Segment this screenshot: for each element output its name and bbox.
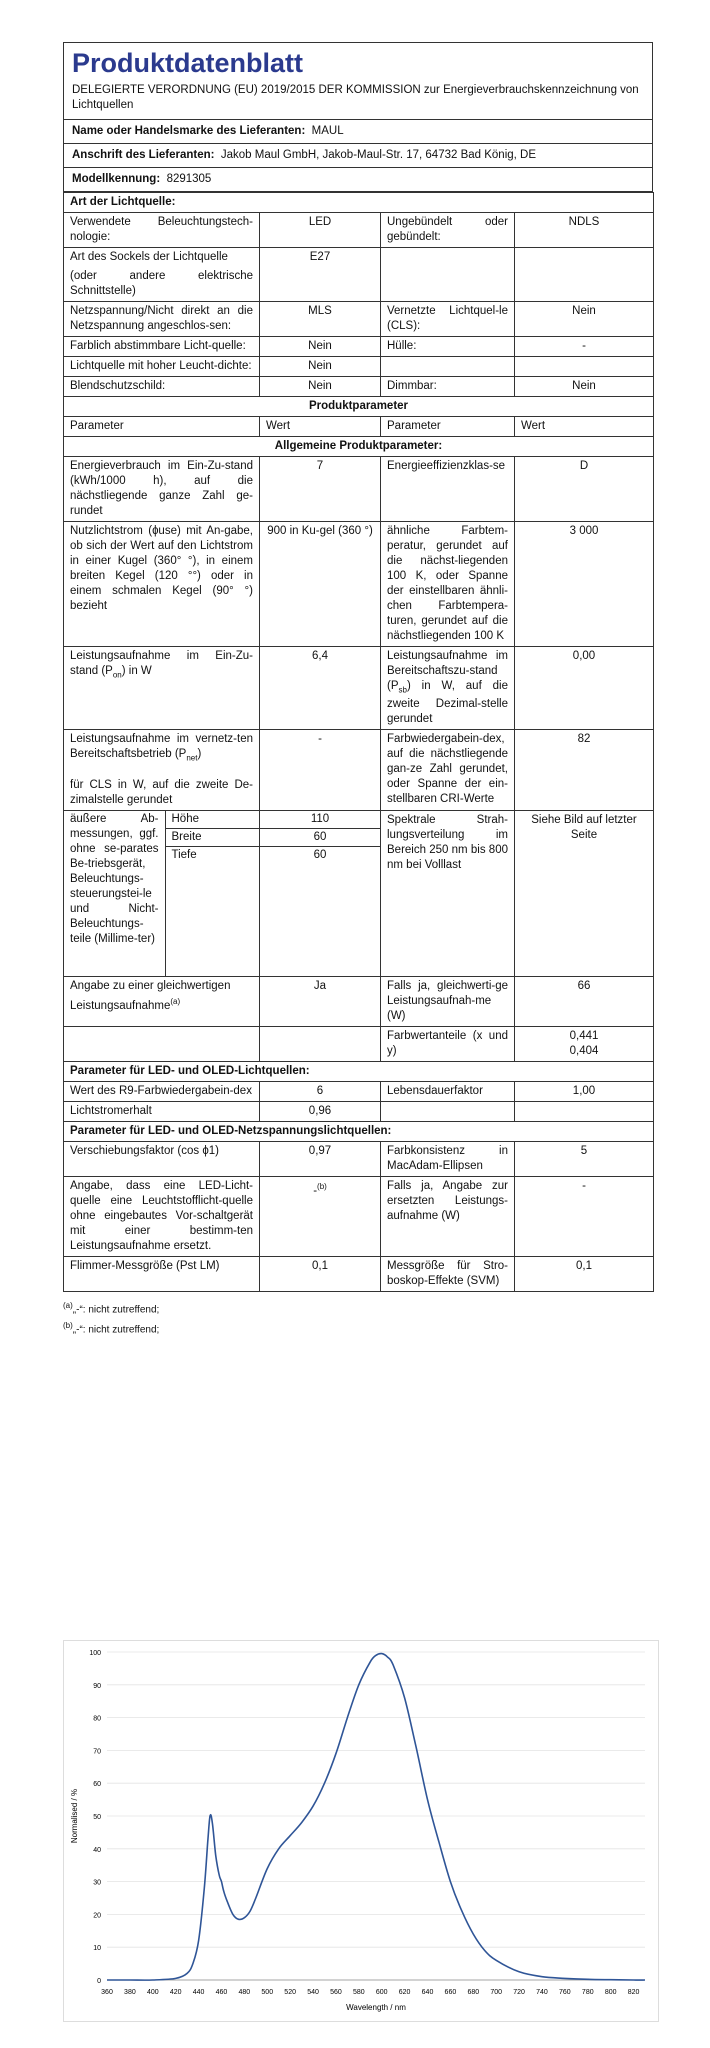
- pon-label: Leistungsaufnahme im Ein-Zu-stand $(P_{on})$ in W: [64, 647, 260, 730]
- y-tick-label: 40: [93, 1846, 101, 1854]
- table-row: [64, 1141, 654, 1176]
- regulation-subtitle: DELEGIERTE VERORDNUNG (EU) 2019/2015 DER KOMMISSION zur Energieverbrauchskennzeichnung von Lichtquellen: [72, 84, 639, 111]
- x-tick-label: 620: [398, 1989, 411, 1996]
- col-value: Wert: [260, 417, 381, 437]
- equiv-value: Ja: [260, 976, 381, 1026]
- tunable-value: Nein: [260, 337, 381, 357]
- flux-label: Nutzlichtstrom (ɸuse) mit An-gabe, ob sich der Wert auf den Lichtstrom in einer Kugel (360° °), in einem breiten Kegel (120 °°) oder in einem schmalen Kegel (90° °) bezieht: [64, 522, 260, 647]
- spd-value: Siehe Bild auf letzter Seite: [515, 810, 654, 976]
- x-tick-label: 360: [101, 1989, 113, 1996]
- x-tick-label: 380: [124, 1989, 136, 1996]
- cap-type-label: [64, 248, 260, 302]
- pnet-label: Leistungsaufnahme im vernetz-ten Bereitschaftsbetrieb $(P_{net})$ für CLS in W, auf die zweite De-zimalstelle gerundet: [64, 730, 260, 810]
- empty-cell: [515, 248, 654, 302]
- y-tick-label: 100: [89, 1650, 101, 1657]
- x-tick-label: 720: [513, 1989, 525, 1996]
- pnet-value: -: [260, 730, 381, 810]
- footnote-b: $^{(b)}$„-“: nicht zutreffend;: [63, 1320, 160, 1336]
- stroboscopic-value: 0,1: [515, 1256, 654, 1291]
- table-row: [64, 248, 654, 302]
- cap-type-value: E27: [260, 248, 381, 302]
- stroboscopic-label: Messgröße für Stro-boskop-Effekte (SVM): [381, 1256, 515, 1291]
- supplier-address-value: Jakob Maul GmbH, Jakob-Maul-Str. 17, 64732 Bad König, DE: [220, 149, 537, 161]
- y-tick-label: 30: [93, 1879, 101, 1887]
- flicker-value: 0,1: [260, 1256, 381, 1291]
- pnet-label-cls: für CLS in W, auf die zweite De-zimalstelle gerundet: [70, 778, 253, 806]
- dim-width-value: 60: [260, 828, 380, 846]
- table-row: [64, 213, 654, 248]
- y-tick-label: 0: [97, 1978, 101, 1985]
- dim-height-label: Höhe: [165, 811, 259, 829]
- table-row: [64, 1256, 654, 1291]
- table-row: [64, 976, 654, 1026]
- empty-cell: [381, 1101, 515, 1121]
- x-axis-label: Wavelength / nm: [346, 2003, 406, 2012]
- x-tick-label: 800: [604, 1989, 617, 1996]
- chart-frame: [64, 1641, 659, 2022]
- flux-value: 900 in Ku-gel (360 °): [260, 522, 381, 647]
- table-row: [64, 1101, 654, 1121]
- replacement-value: -$^{(b)}$: [260, 1176, 381, 1256]
- table-row: [64, 1026, 654, 1061]
- empty-cell: [260, 1026, 381, 1061]
- spd-label: Spektrale Strah-lungsverteilung im Bereich 250 nm bis 800 nm bei Volllast: [381, 810, 515, 976]
- y-tick-label: 80: [93, 1715, 101, 1723]
- x-tick-label: 460: [215, 1989, 228, 1996]
- cri-value: 82: [515, 730, 654, 810]
- chroma-label: Farbwertanteile (x und y): [381, 1026, 515, 1061]
- high-luminance-value: Nein: [260, 357, 381, 377]
- lumen-maintenance-value: 0,96: [260, 1101, 381, 1121]
- cct-label: ähnliche Farbtem-peratur, gerundet auf die nächst-liegenden 100 K, oder Spanne der einstellbaren ähnli-chen Farbtempera-turen, gerundet auf die nächstliegenden 100 K: [381, 522, 515, 647]
- x-tick-label: 420: [169, 1989, 182, 1996]
- y-tick-label: 50: [93, 1814, 101, 1821]
- color-consistency-label: Farbkonsistenz in MacAdam-Ellipsen: [381, 1141, 515, 1176]
- table-row: [64, 302, 654, 337]
- supplier-name-label: Name oder Handelsmarke des Lieferanten:: [72, 125, 306, 137]
- anti-glare-label: Blendschutzschild:: [64, 377, 260, 397]
- energy-label: Energieverbrauch im Ein-Zu-stand (kWh/1000 h), auf die nächstliegende ganze Zahl ge-rundet: [64, 457, 260, 522]
- table-row: [64, 377, 654, 397]
- y-tick-label: 20: [93, 1912, 101, 1920]
- model-row: [63, 168, 653, 192]
- model-value: 8291305: [166, 173, 212, 185]
- y-tick-label: 70: [93, 1748, 101, 1756]
- envelope-label: Hülle:: [381, 337, 515, 357]
- dimmable-value: Nein: [515, 377, 654, 397]
- empty-cell: [381, 248, 515, 302]
- x-tick-label: 600: [375, 1989, 388, 1996]
- dim-depth-label: Tiefe: [171, 848, 197, 861]
- y-tick-label: 60: [93, 1781, 101, 1789]
- table-row: [64, 337, 654, 357]
- envelope-value: -: [515, 337, 654, 357]
- dimmable-label: Dimmbar:: [381, 377, 515, 397]
- tunable-label: Farblich abstimmbare Licht-quelle:: [64, 337, 260, 357]
- x-tick-label: 480: [238, 1989, 251, 1996]
- psb-label: Leistungsaufnahme im Bereitschaftszu-stand $(P_{sb})$ in W, auf die zweite Dezimal-stelle gerundet: [381, 647, 515, 730]
- efficiency-class-label: Energieeffizienzklas-se: [381, 457, 515, 522]
- displacement-label: Verschiebungsfaktor (cos ϕ1): [64, 1141, 260, 1176]
- col-value: Wert: [515, 417, 654, 437]
- table-row: [64, 522, 654, 647]
- general-params-heading: Allgemeine Produktparameter:: [64, 437, 654, 457]
- light-source-heading: Art der Lichtquelle:: [64, 193, 654, 213]
- col-param: Parameter: [64, 417, 260, 437]
- anti-glare-value: Nein: [260, 377, 381, 397]
- directional-label: Ungebündelt oder gebündelt:: [381, 213, 515, 248]
- replacement-label: Angabe, dass eine LED-Licht-quelle eine Leuchtstofflicht-quelle ohne eingebautes Vor-schaltgerät mit einer bestimm-ten Leistungsaufnahme ersetzt.: [64, 1176, 260, 1256]
- directional-value: NDLS: [515, 213, 654, 248]
- tech-label: Verwendete Beleuchtungstech-nologie:: [64, 213, 260, 248]
- high-luminance-label: Lichtquelle mit hoher Leucht-dichte:: [64, 357, 260, 377]
- life-factor-value: 1,00: [515, 1081, 654, 1101]
- dimensions-cell: [64, 810, 260, 976]
- supplier-address-row: [63, 144, 653, 168]
- chroma-value: 0,441 0,404: [515, 1026, 654, 1061]
- table-row: [64, 1176, 654, 1256]
- cls-value: Nein: [515, 302, 654, 337]
- color-consistency-value: 5: [515, 1141, 654, 1176]
- equiv-power-label: Falls ja, gleichwerti-ge Leistungsaufnah-me (W): [381, 976, 515, 1026]
- y-tick-label: 10: [93, 1945, 101, 1953]
- x-tick-label: 640: [421, 1989, 434, 1996]
- equiv-label: Angabe zu einer gleichwertigen Leistungsaufnahme$^{(a)}$: [64, 976, 260, 1026]
- dimensions-label: äußere Ab-messungen, ggf. ohne se-parates Be-triebsgerät, Beleuchtungs-steuerungstei-le und Nicht-Beleuchtungs-teile (Millime-ter): [64, 811, 165, 976]
- x-tick-label: 440: [192, 1989, 205, 1996]
- table-row: [64, 730, 654, 810]
- x-tick-label: 660: [444, 1989, 457, 1996]
- page-title: Produktdatenblatt: [72, 48, 304, 78]
- tech-value: LED: [260, 213, 381, 248]
- y-tick-label: 90: [93, 1682, 101, 1690]
- cct-value: 3 000: [515, 522, 654, 647]
- dim-depth-value: 60: [313, 848, 327, 861]
- x-tick-label: 760: [559, 1989, 571, 1996]
- energy-value: 7: [260, 457, 381, 522]
- dimensions-values: [260, 810, 381, 976]
- x-tick-label: 580: [352, 1989, 365, 1996]
- mains-label: Netzspannung/Nicht direkt an die Netzspannung angeschlos-sen:: [64, 302, 260, 337]
- x-tick-label: 540: [307, 1989, 319, 1996]
- x-tick-label: 560: [330, 1989, 342, 1996]
- table-row: [64, 647, 654, 730]
- footnotes: [63, 1298, 653, 1339]
- supplier-name-row: [63, 120, 653, 144]
- x-tick-label: 680: [467, 1989, 480, 1996]
- x-tick-label: 400: [146, 1989, 159, 1996]
- supplier-address-label: Anschrift des Lieferanten:: [72, 149, 215, 161]
- empty-cell: [381, 357, 515, 377]
- mains-value: MLS: [260, 302, 381, 337]
- lumen-maintenance-label: Lichtstromerhalt: [64, 1101, 260, 1121]
- x-tick-label: 820: [627, 1989, 640, 1996]
- empty-cell: [515, 1101, 654, 1121]
- r9-label: Wert des R9-Farbwiedergabein-dex: [64, 1081, 260, 1101]
- empty-cell: [64, 1026, 260, 1061]
- x-tick-label: 700: [490, 1989, 503, 1996]
- x-tick-label: 500: [261, 1989, 274, 1996]
- dim-height-value: 110: [260, 811, 380, 829]
- pon-value: 6,4: [260, 647, 381, 730]
- table-row: [64, 457, 654, 522]
- cap-type-text: Art des Sockels der Lichtquelle: [70, 251, 228, 263]
- spectrum-chart: [63, 1640, 659, 2022]
- supplier-name-value: MAUL: [311, 125, 344, 137]
- sheet-header: [63, 42, 653, 120]
- table-row: [64, 810, 654, 976]
- displacement-value: 0,97: [260, 1141, 381, 1176]
- flicker-label: Flimmer-Messgröße (Pst LM): [64, 1256, 260, 1291]
- efficiency-class-value: D: [515, 457, 654, 522]
- x-tick-label: 740: [536, 1989, 548, 1996]
- empty-cell: [515, 357, 654, 377]
- product-params-heading: Produktparameter: [64, 397, 654, 417]
- led-params-heading: Parameter für LED- und OLED-Lichtquellen:: [64, 1061, 654, 1081]
- col-param: Parameter: [381, 417, 515, 437]
- spec-table: [63, 192, 654, 1292]
- replaced-power-value: -: [515, 1176, 654, 1256]
- cls-label: Vernetzte Lichtquel-le (CLS):: [381, 302, 515, 337]
- dim-width-label: Breite: [165, 828, 259, 846]
- column-header-row: [64, 417, 654, 437]
- cap-type-note: (oder andere elektrische Schnittstelle): [70, 270, 253, 297]
- life-factor-label: Lebensdauerfaktor: [381, 1081, 515, 1101]
- y-axis-label: Normalised / %: [70, 1788, 79, 1844]
- model-label: Modellkennung:: [72, 173, 161, 185]
- footnote-a: $^{(a)}$„-“: nicht zutreffend;: [63, 1300, 160, 1315]
- mains-params-heading: Parameter für LED- und OLED-Netzspannungslichtquellen:: [64, 1121, 654, 1141]
- x-tick-label: 780: [581, 1989, 594, 1996]
- replaced-power-label: Falls ja, Angabe zur ersetzten Leistungs-aufnahme (W): [381, 1176, 515, 1256]
- psb-value: 0,00: [515, 647, 654, 730]
- data-sheet: [63, 42, 653, 1338]
- table-row: [64, 1081, 654, 1101]
- r9-value: 6: [260, 1081, 381, 1101]
- table-row: [64, 357, 654, 377]
- cri-label: Farbwiedergabein-dex, auf die nächstliegende gan-ze Zahl gerundet, oder Spanne der ein-stellbaren CRI-Werte: [381, 730, 515, 810]
- x-tick-label: 520: [284, 1989, 296, 1996]
- equiv-power-value: 66: [515, 976, 654, 1026]
